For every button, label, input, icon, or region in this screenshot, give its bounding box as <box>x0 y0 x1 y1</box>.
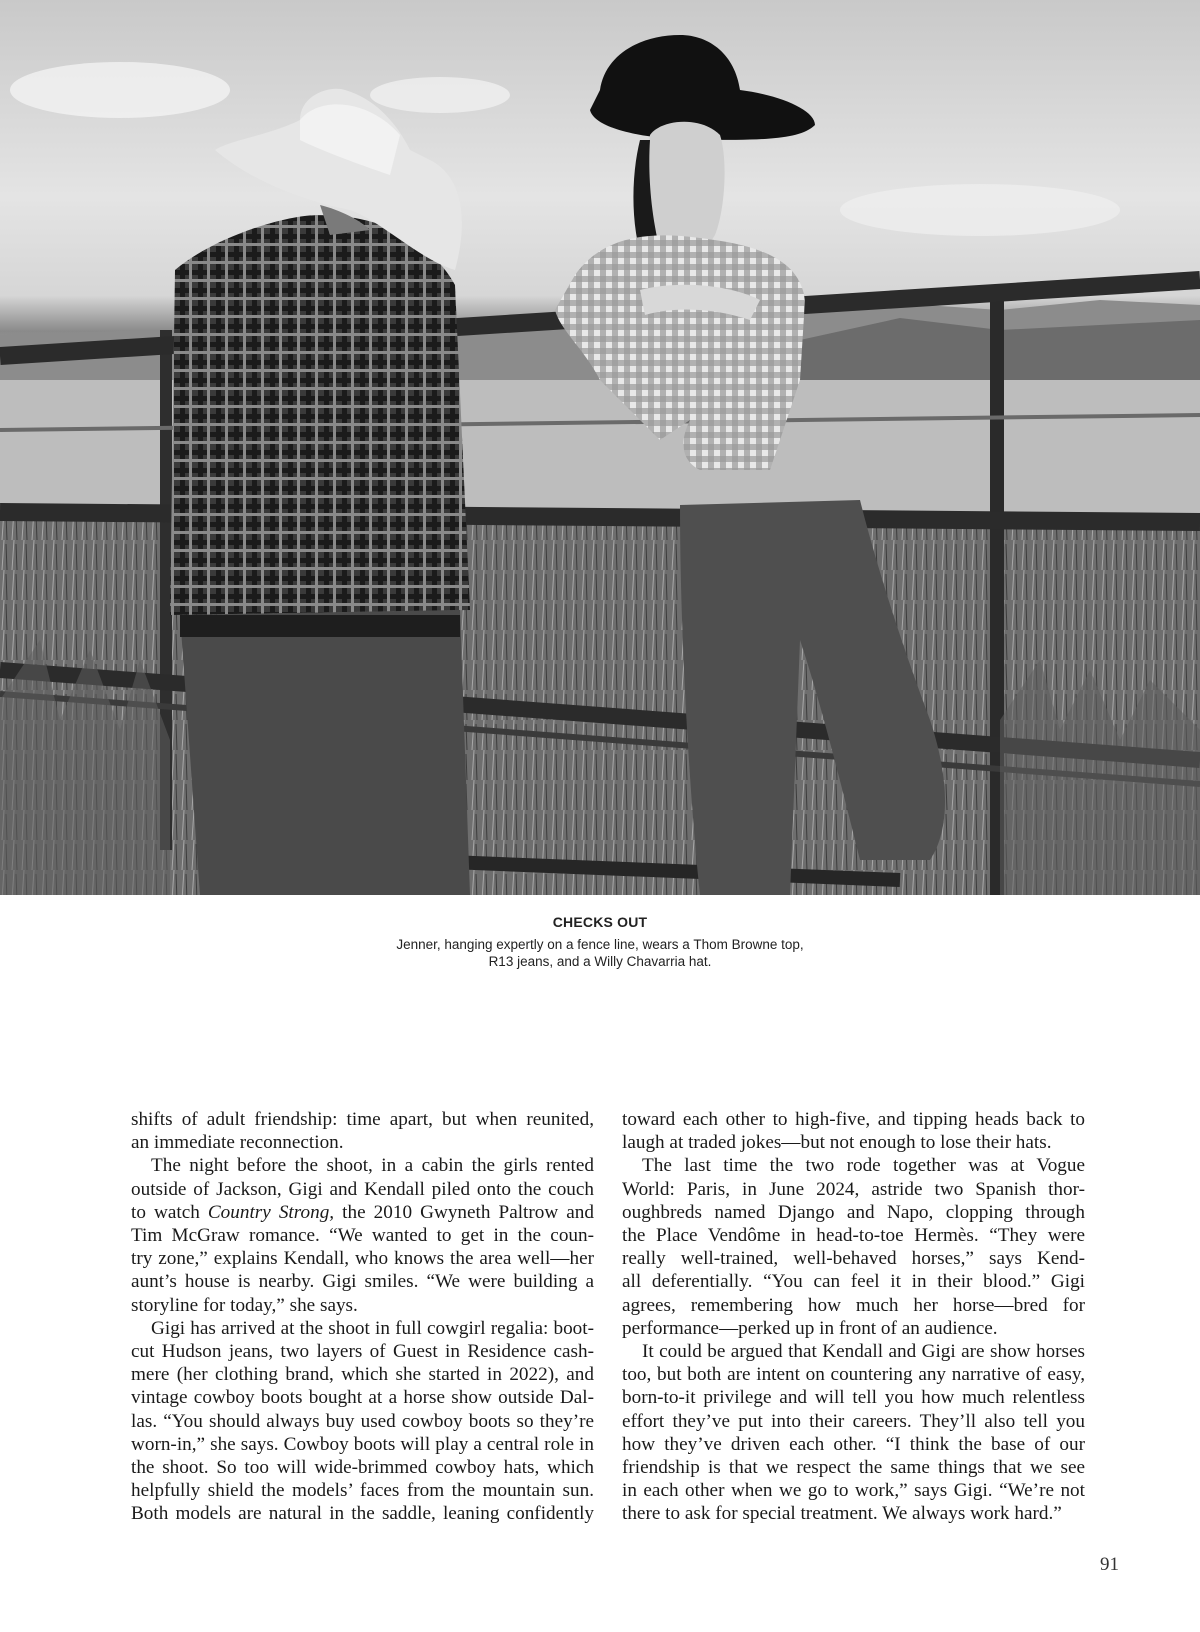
body-line: an immediate reconnection. <box>131 1132 344 1154</box>
film-title: Country Strong, <box>207 1201 335 1223</box>
page-number: 91 <box>1100 1554 1119 1575</box>
article-column-left <box>131 1108 594 1526</box>
body-line <box>131 1201 594 1224</box>
body-line: in each other when we go to work,” says Gigi. “We’re not <box>622 1480 1085 1502</box>
body-line: outside of Jackson, Gigi and Kendall piled onto the couch <box>131 1178 594 1200</box>
body-line: toward each other to high-five, and tipping heads back to <box>622 1109 1085 1130</box>
body-line: storyline for today,” she says. <box>131 1294 358 1316</box>
body-line: helpfully shield the models’ faces from the mountain sun. <box>131 1480 594 1502</box>
body-line: The last time the two rode together was at Vogue <box>642 1155 1085 1177</box>
body-line: oughbreds named Django and Napo, clopping through <box>622 1201 1085 1223</box>
body-line: aunt’s house is nearby. Gigi smiles. “We were building a <box>131 1271 594 1293</box>
body-line: try zone,” explains Kendall, who knows the area well—her <box>131 1248 594 1270</box>
body-line: performance—perked up in front of an audience. <box>622 1317 998 1339</box>
photo-caption <box>300 914 900 970</box>
body-line: the Place Vendôme in head-to-toe Hermès. “They were <box>622 1225 1085 1247</box>
body-text: to watch <box>131 1201 208 1223</box>
body-line: all deferentially. “You can feel it in their blood.” Gigi <box>622 1271 1085 1293</box>
body-line: Both models are natural in the saddle, leaning confidently <box>131 1503 594 1525</box>
body-line: World: Paris, in June 2024, astride two Spanish thor- <box>622 1178 1085 1200</box>
body-line: worn-in,” she says. Cowboy boots will play a central role in <box>131 1433 594 1455</box>
body-line: friendship is that we respect the same things that we see <box>622 1457 1085 1479</box>
body-line: It could be argued that Kendall and Gigi are show horses <box>642 1341 1085 1363</box>
caption-text <box>300 936 900 970</box>
body-line: effort they’ve put into their careers. They’ll also tell you <box>622 1410 1085 1432</box>
body-line: cut Hudson jeans, two layers of Guest in Residence cash- <box>131 1341 594 1363</box>
body-line: how they’ve driven each other. “I think the base of our <box>622 1433 1085 1455</box>
body-line: there to ask for special treatment. We always work hard.” <box>622 1503 1062 1525</box>
body-line: shifts of adult friendship: time apart, but when reunited, <box>131 1109 594 1130</box>
caption-line: R13 jeans, and a Willy Chavarria hat. <box>488 954 712 969</box>
caption-title: CHECKS OUT <box>552 914 648 930</box>
body-line: Tim McGraw romance. “We wanted to get in the coun- <box>131 1225 594 1247</box>
body-line: agrees, remembering how much her horse—bred for <box>622 1294 1085 1316</box>
body-line: really well-trained, well-behaved horses,” says Kend- <box>622 1248 1085 1270</box>
caption-line: Jenner, hanging expertly on a fence line, wears a Thom Browne top, <box>396 937 804 952</box>
body-line: born-to-it privilege and will tell you how much relentless <box>622 1387 1085 1409</box>
body-text: the 2010 Gwyneth Paltrow and <box>334 1201 594 1223</box>
body-line: mere (her clothing brand, which she started in 2022), and <box>131 1364 594 1386</box>
article-column-right <box>622 1108 1085 1526</box>
body-line: las. “You should always buy used cowboy boots so they’re <box>131 1410 594 1432</box>
body-line: The night before the shoot, in a cabin the girls rented <box>151 1155 594 1177</box>
body-line: Gigi has arrived at the shoot in full cowgirl regalia: boot- <box>151 1317 594 1339</box>
body-line: laugh at traded jokes—but not enough to lose their hats. <box>622 1132 1052 1154</box>
body-line: vintage cowboy boots bought at a horse show outside Dal- <box>131 1387 594 1409</box>
body-line: the shoot. So too will wide-brimmed cowboy hats, which <box>131 1457 594 1479</box>
body-line: too, but both are intent on countering any narrative of easy, <box>622 1364 1085 1386</box>
